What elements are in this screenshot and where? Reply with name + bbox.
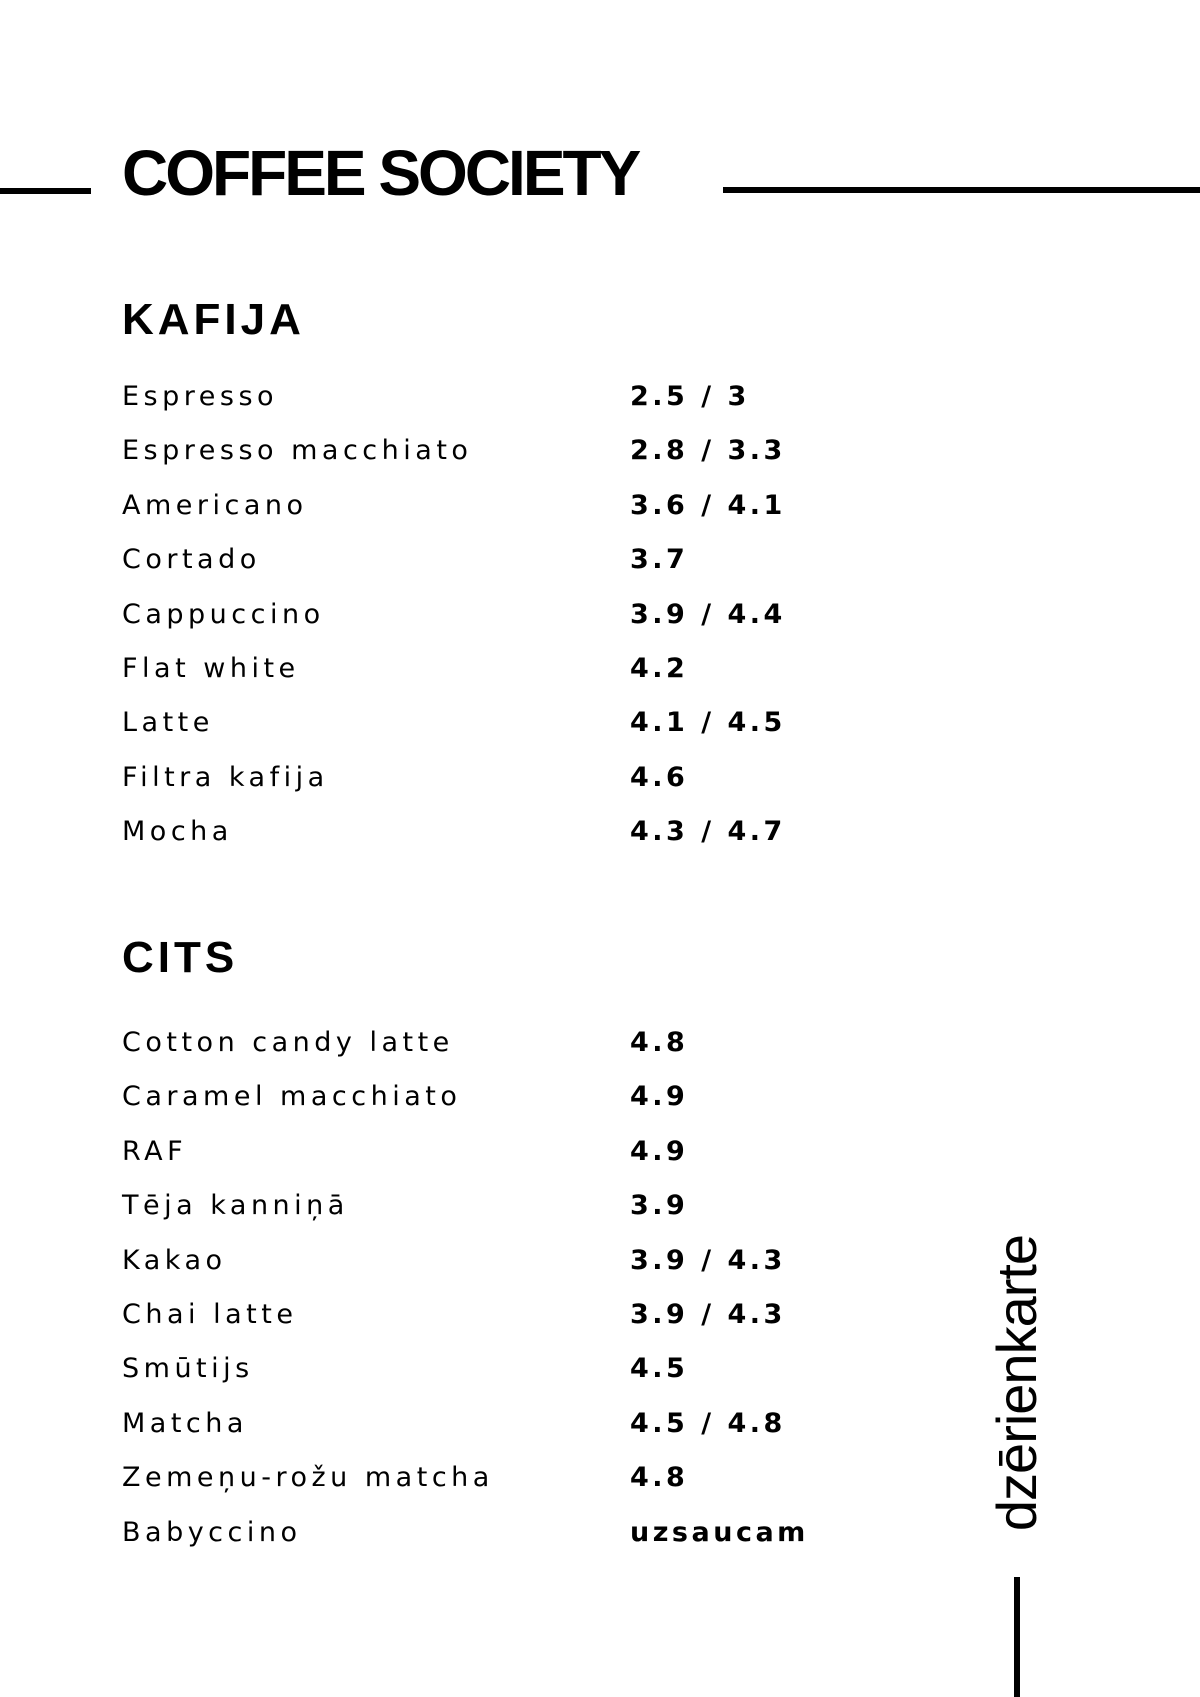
menu-item (0, 696, 960, 750)
menu-item (0, 805, 960, 859)
menu-item-price: 2.5 / 3 (630, 381, 750, 412)
side-rule (1014, 1577, 1020, 1697)
menu-item-price: 4.9 (630, 1135, 689, 1167)
menu-item-price: 4.8 (630, 1027, 689, 1058)
menu-item (0, 1016, 960, 1070)
menu-item (0, 1070, 960, 1124)
menu-item (0, 479, 960, 533)
menu-item (0, 1342, 960, 1396)
menu-item-price: 3.7 (630, 544, 689, 576)
menu-item-price: 4.2 (630, 652, 689, 684)
section-title-kafija: KAFIJA (122, 295, 305, 344)
menu-item-name: Cortado (122, 544, 261, 576)
brand-title: COFFEE SOCIETY (122, 137, 639, 209)
side-label: dzērienkarte (985, 1234, 1048, 1532)
menu-item (0, 588, 960, 642)
menu-item-name: Tēja kanniņā (122, 1190, 349, 1222)
header-rule-left (0, 188, 91, 194)
menu-item-name: Latte (122, 707, 214, 739)
menu-item-name: Cotton candy latte (122, 1027, 454, 1058)
menu-item (0, 1506, 960, 1560)
menu-item-price: 3.9 / 4.4 (630, 598, 786, 630)
menu-item-price: 4.8 (630, 1462, 689, 1494)
menu-item-name: Caramel macchiato (122, 1081, 462, 1113)
menu-item-name: Matcha (122, 1407, 248, 1439)
menu-item-name: Filtra kafija (122, 761, 329, 793)
menu-item-name: Espresso (122, 381, 279, 412)
menu-item (0, 1234, 960, 1288)
section-title-cits: CITS (122, 933, 239, 982)
menu-item (0, 751, 960, 805)
menu-item-name: Americano (122, 489, 308, 521)
menu-item (0, 1397, 960, 1451)
menu-list-cits (0, 1016, 960, 1560)
menu-item-price: 4.5 (630, 1353, 689, 1385)
menu-item (0, 642, 960, 696)
menu-item-name: Flat white (122, 652, 300, 684)
menu-item (0, 1125, 960, 1179)
menu-item-price: 3.9 (630, 1190, 689, 1222)
menu-item-name: Cappuccino (122, 598, 325, 630)
menu-item-name: Kakao (122, 1244, 227, 1276)
menu-item-name: Espresso macchiato (122, 435, 473, 467)
menu-list-kafija (0, 370, 960, 860)
menu-item (0, 533, 960, 587)
menu-item-price: 4.3 / 4.7 (630, 816, 786, 848)
menu-item-price: 3.6 / 4.1 (630, 489, 786, 521)
menu-item-name: Mocha (122, 816, 233, 848)
menu-item-name: Smūtijs (122, 1353, 254, 1385)
menu-item (0, 1451, 960, 1505)
menu-item (0, 424, 960, 478)
menu-item-price: 3.9 / 4.3 (630, 1244, 786, 1276)
menu-item-price: 4.5 / 4.8 (630, 1407, 786, 1439)
menu-item (0, 1179, 960, 1233)
menu-item-price: 4.6 (630, 761, 689, 793)
menu-item-price: 4.1 / 4.5 (630, 707, 786, 739)
menu-item-name: Chai latte (122, 1298, 298, 1330)
menu-item-price: 4.9 (630, 1081, 689, 1113)
menu-item-name: RAF (122, 1135, 188, 1167)
menu-item-name: Babyccino (122, 1516, 302, 1548)
header-rule-right (723, 187, 1200, 193)
menu-item-name: Zemeņu-rožu matcha (122, 1462, 494, 1494)
menu-item-price: 2.8 / 3.3 (630, 435, 786, 467)
menu-item-price: 3.9 / 4.3 (630, 1298, 786, 1330)
menu-item (0, 370, 960, 424)
menu-item-price: uzsaucam (630, 1516, 809, 1548)
menu-item (0, 1288, 960, 1342)
